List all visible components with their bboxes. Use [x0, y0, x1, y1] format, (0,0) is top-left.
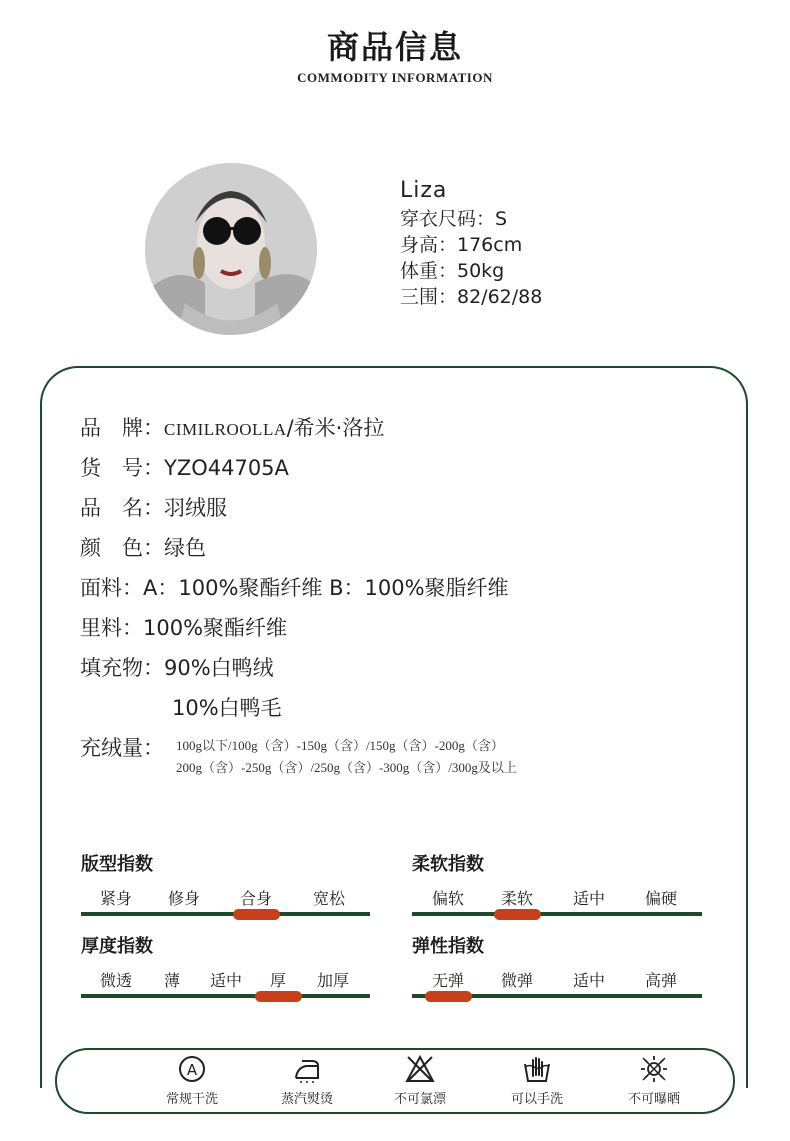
care-item-no-bleach	[370, 1054, 470, 1107]
index-scale-bar	[81, 912, 370, 916]
care-label: 常规干洗	[165, 1092, 218, 1107]
model-avatar	[145, 163, 317, 335]
page-subtitle: COMMODITY INFORMATION	[297, 70, 493, 85]
model-name: Liza	[400, 178, 448, 203]
index-option: 加厚	[316, 971, 350, 990]
spec-lining: 里料：100%聚酯纤维	[80, 616, 288, 640]
dry-clean-icon	[177, 1054, 207, 1084]
spec-filling: 填充物：90%白鸭绒	[80, 656, 274, 680]
index-option: 高弹	[644, 971, 678, 990]
index-selected-marker	[425, 991, 472, 1002]
index-option: 偏软	[431, 889, 465, 908]
care-label: 不可氯漂	[393, 1092, 446, 1107]
fill-amount-line-1: 100g以下/100g（含）-150g（含）/150g（含）-200g（含）	[176, 738, 504, 753]
index-option: 适中	[572, 889, 606, 908]
index-selected-marker	[494, 909, 541, 920]
index-scale-bar	[412, 912, 702, 916]
spec-name: 品 名：羽绒服	[80, 496, 227, 520]
index-option: 微弹	[500, 971, 534, 990]
index-title: 厚度指数	[81, 936, 153, 957]
index-option: 无弹	[431, 971, 465, 990]
care-item-steam-iron	[257, 1054, 357, 1107]
index-option: 合身	[239, 889, 273, 908]
index-option: 柔软	[500, 889, 534, 908]
index-title: 弹性指数	[412, 936, 484, 957]
no-bleach-icon	[405, 1054, 435, 1084]
index-option: 偏硬	[644, 889, 678, 908]
index-option: 厚	[269, 971, 287, 990]
model-measurements: 三围：82/62/88	[400, 286, 543, 308]
spec-fabric: 面料：A：100%聚酯纤维 B：100%聚脂纤维	[80, 576, 509, 600]
no-sun-icon	[639, 1054, 669, 1084]
index-option: 微透	[99, 971, 133, 990]
care-item-no-sun	[604, 1054, 704, 1107]
index-title: 柔软指数	[412, 854, 484, 875]
page-title: 商品信息	[326, 28, 463, 66]
index-option: 薄	[163, 971, 181, 990]
care-label: 可以手洗	[510, 1092, 563, 1107]
hand-wash-icon	[522, 1054, 552, 1084]
care-item-dry-clean	[142, 1054, 242, 1107]
spec-filling-2: 10%白鸭毛	[172, 696, 282, 720]
model-info	[400, 178, 542, 310]
spec-sku: 货 号：YZO44705A	[80, 456, 289, 480]
index-option: 修身	[167, 889, 201, 908]
model-weight: 体重：50kg	[400, 260, 505, 282]
steam-iron-icon	[292, 1054, 322, 1084]
index-option: 适中	[209, 971, 243, 990]
svg-text:A: A	[186, 1061, 198, 1079]
brand-cn: /希米·洛拉	[286, 416, 385, 440]
index-option: 宽松	[312, 889, 346, 908]
model-size: 穿衣尺码：S	[400, 208, 508, 230]
care-item-hand-wash	[487, 1054, 587, 1107]
index-selected-marker	[233, 909, 280, 920]
spec-brand	[80, 412, 384, 442]
model-height: 身高：176cm	[400, 234, 523, 256]
spec-color: 颜 色：绿色	[80, 536, 206, 560]
index-option: 紧身	[99, 889, 133, 908]
index-title: 版型指数	[81, 854, 153, 875]
brand-label: 品 牌：	[80, 416, 164, 440]
index-option: 适中	[572, 971, 606, 990]
care-label: 蒸汽熨烫	[280, 1092, 333, 1107]
fill-amount-line-2: 200g（含）-250g（含）/250g（含）-300g（含）/300g及以上	[176, 760, 517, 775]
spec-fill-label: 充绒量：	[80, 736, 164, 760]
brand-en: CIMILROOLLA	[164, 420, 287, 439]
care-label: 不可曝晒	[627, 1092, 680, 1107]
index-scale-bar	[81, 994, 370, 998]
index-selected-marker	[255, 991, 302, 1002]
